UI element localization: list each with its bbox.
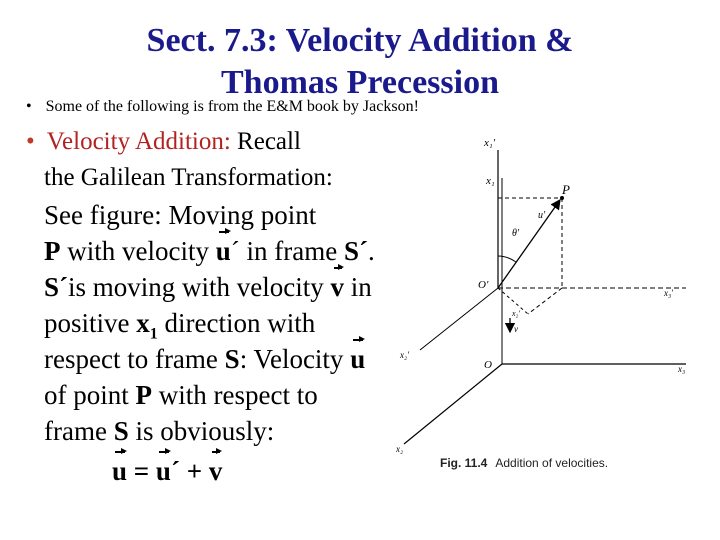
body-line-4 <box>44 236 375 267</box>
title-line-2: Thomas Precession <box>221 64 499 101</box>
line-9-a: frame <box>44 416 114 446</box>
equals-sign: = <box>127 456 156 486</box>
point-p: P <box>135 380 152 410</box>
vector-u-prime: u <box>155 456 171 486</box>
prime-plus: ´ + <box>170 456 209 486</box>
line-4-b: with velocity <box>60 236 216 266</box>
main-heading: Velocity Addition: <box>46 128 231 155</box>
main-bullet <box>26 128 301 156</box>
x2-prime-label: x₂′ <box>400 350 410 360</box>
note-text: Some of the following is from the E&M book by Jackson! <box>45 98 419 115</box>
bullet-icon: • <box>26 128 35 155</box>
body-line-7 <box>44 344 365 375</box>
x1-label: x₁ <box>486 175 495 187</box>
equation <box>112 456 222 487</box>
p-label: P <box>562 182 570 197</box>
x3-prime-label: x₃′ <box>664 288 674 298</box>
title-line-1: Sect. 7.3: Velocity Addition & <box>146 22 574 59</box>
vector-u-prime-arrow <box>498 200 560 288</box>
note-bullet <box>26 98 419 116</box>
velocity-addition-figure <box>390 128 710 478</box>
line-6-b: direction with <box>157 308 316 338</box>
axis-sub: 1 <box>149 325 158 343</box>
body-line-6 <box>44 308 315 343</box>
frame-s-prime: S´ <box>343 236 368 266</box>
v-label: v <box>514 324 518 334</box>
line-2-text: the Galilean Transformation: <box>44 164 333 191</box>
frame-s-prime: S´ <box>44 272 69 302</box>
x1-prime-label: x₁′ <box>484 137 496 149</box>
frame-s: S <box>113 416 129 446</box>
caption-text: Addition of velocities. <box>495 456 609 470</box>
bullet-icon: • <box>26 98 32 115</box>
vector-u: u <box>215 236 231 266</box>
body-line-2 <box>44 164 333 192</box>
line-4-e: . <box>367 236 375 266</box>
theta-label: θ′ <box>512 228 520 239</box>
caption-number: Fig. 11.4 <box>440 456 488 470</box>
p-projection-line <box>528 288 562 314</box>
x2-label: x₂ <box>396 444 404 454</box>
theta-arc <box>498 256 516 262</box>
line-7-b: : Velocity <box>239 344 351 374</box>
body-line-9 <box>44 416 274 447</box>
point-p: P <box>44 236 61 266</box>
figure-caption <box>440 456 608 470</box>
x2-prime-diag-label: x₂′ <box>512 309 521 318</box>
line-6-a: positive <box>44 308 137 338</box>
slide-title <box>0 20 720 104</box>
x2-prime-axis <box>420 288 498 350</box>
o-label: O <box>484 359 492 371</box>
body-line-8 <box>44 380 318 411</box>
body-line-3 <box>44 200 316 231</box>
vector-u: u <box>112 456 128 486</box>
x2-axis <box>404 364 502 444</box>
vector-v: v <box>208 456 223 486</box>
frame-s: S <box>224 344 240 374</box>
line-5-b: is moving with velocity <box>68 272 331 302</box>
x3-label: x₃ <box>678 364 686 374</box>
u-prime-label: u′ <box>538 210 546 221</box>
line-4-c: ´ in frame <box>230 236 344 266</box>
line-3-text: See figure: Moving point <box>44 200 317 230</box>
main-heading-rest: Recall <box>230 128 301 155</box>
line-8-a: of point <box>44 380 136 410</box>
line-5-c: in <box>344 272 372 302</box>
vector-u: u <box>350 344 366 374</box>
axis-x: x <box>136 308 150 338</box>
line-9-b: is obviously: <box>128 416 275 446</box>
body-line-5 <box>44 272 372 303</box>
o-prime-label: O′ <box>478 279 489 291</box>
line-7-a: respect to frame <box>44 344 225 374</box>
line-8-b: with respect to <box>152 380 318 410</box>
vector-v: v <box>330 272 345 302</box>
